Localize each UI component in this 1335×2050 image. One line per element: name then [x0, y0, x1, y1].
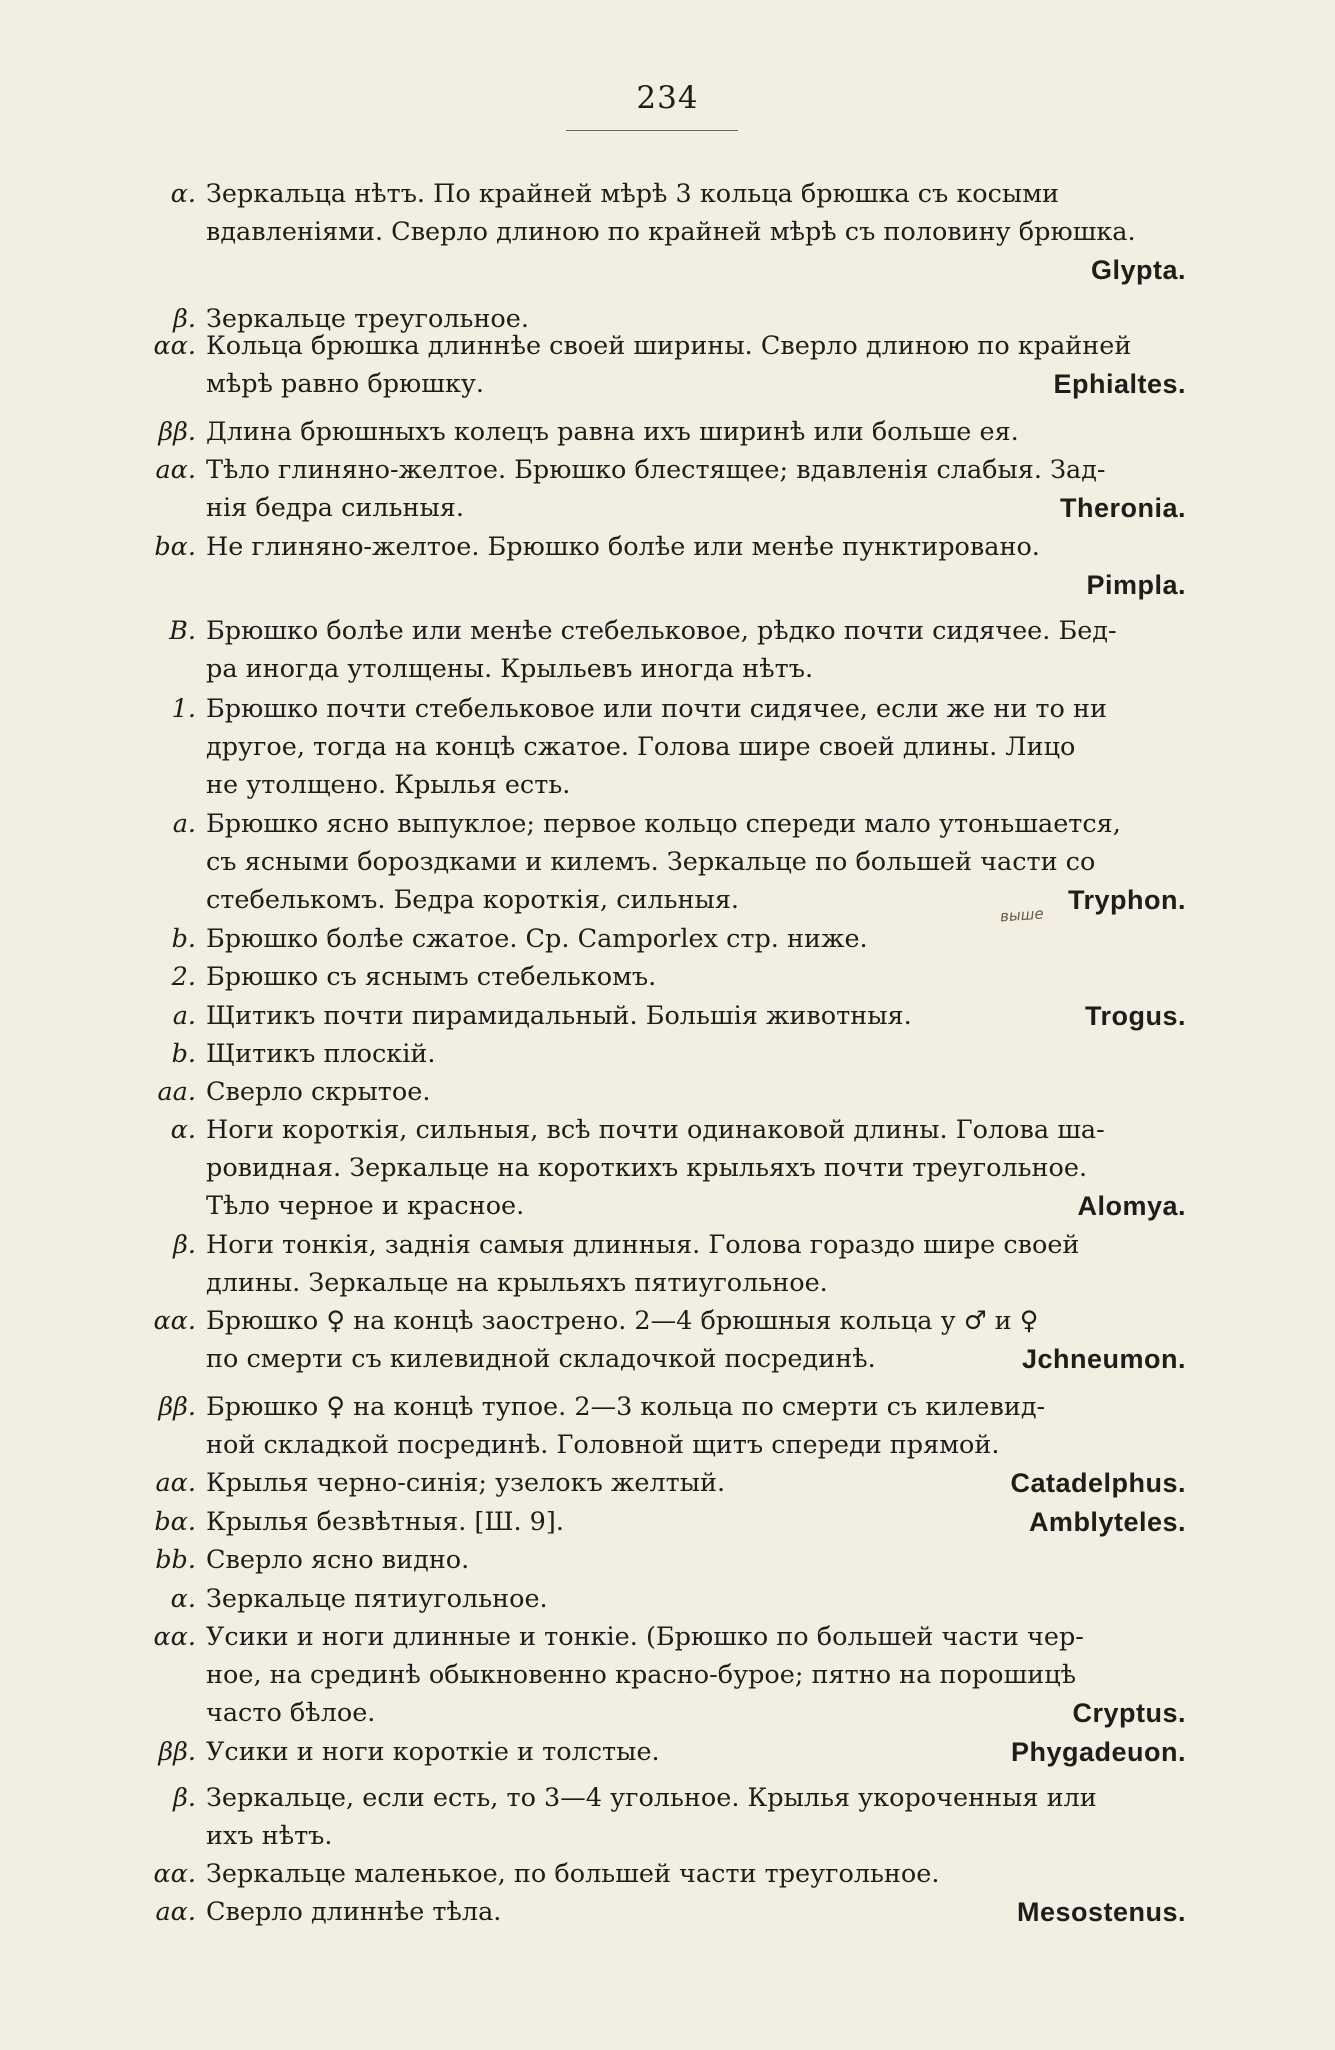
entry-marker: α.: [170, 1584, 196, 1614]
entry-line: Брюшко ♀ на концѣ тупое. 2—3 кольца по смерти съ килевид-: [206, 1392, 1046, 1422]
entry-line: ное, на срединѣ обыкновенно красно-бурое; пятно на порошицѣ: [206, 1660, 1076, 1690]
genus-name: Theronia.: [1059, 493, 1186, 523]
key-entry: [146, 1893, 1186, 1931]
entry-line: Зеркальце, если есть, то 3—4 угольное. Крылья укороченныя или: [206, 1783, 1097, 1813]
genus-name: Alomya.: [1077, 1191, 1186, 1221]
entry-line: Не глиняно-желтое. Брюшко болѣе или менѣе пунктировано.: [206, 532, 1040, 562]
genus-name: Ephialtes.: [1053, 369, 1186, 399]
entry-marker: ββ.: [158, 1392, 196, 1422]
entry-line: Сверло длиннѣе тѣла.: [206, 1897, 502, 1927]
genus-name: Glypta.: [1090, 255, 1186, 285]
genus-name: Phygadeuon.: [1010, 1737, 1186, 1767]
entry-marker: bb.: [155, 1545, 196, 1575]
entry-marker: αα.: [153, 1859, 196, 1889]
entry-line: Усики и ноги короткіе и толстые.: [206, 1737, 660, 1767]
key-entry: [146, 1302, 1186, 1378]
entry-line: Щитикъ плоскій.: [206, 1039, 436, 1069]
entry-line: Крылья безвѣтныя. [Ш. 9].: [206, 1507, 564, 1537]
genus-name: Jchneumon.: [1021, 1344, 1186, 1374]
entry-line: Зеркальце пятиугольное.: [206, 1584, 548, 1614]
entry-marker: ββ.: [158, 1737, 196, 1767]
entry-marker: aa.: [157, 1077, 196, 1107]
entry-line: ихъ нѣтъ.: [206, 1821, 333, 1851]
key-entry: [146, 920, 1186, 958]
entry-line: ровидная. Зеркальце на короткихъ крыльяхъ почти треугольное.: [206, 1153, 1088, 1183]
key-entry: [146, 451, 1186, 527]
entry-marker: b.: [171, 1039, 196, 1069]
key-entry: [146, 1580, 1186, 1618]
entry-marker: β.: [173, 304, 196, 334]
entry-marker: bα.: [154, 532, 196, 562]
entry-marker: a.: [172, 809, 196, 839]
entry-line: Кольца брюшка длиннѣе своей ширины. Сверло длиною по крайней: [206, 331, 1132, 361]
entry-line: Длина брюшныхъ колецъ равна ихъ ширинѣ или больше ея.: [206, 417, 1019, 447]
entry-marker: aα.: [155, 1468, 196, 1498]
entry-line: длины. Зеркальце на крыльяхъ пятиугольное.: [206, 1268, 828, 1298]
key-entry: [146, 1541, 1186, 1579]
key-entry: [146, 690, 1186, 804]
key-entry: [146, 1073, 1186, 1111]
entry-line: Щитикъ почти пирамидальный. Большія животныя.: [206, 1001, 912, 1031]
entry-line: Зеркальце треугольное.: [206, 304, 529, 334]
key-entry: [146, 997, 1186, 1035]
entry-line: Ноги тонкія, заднія самыя длинныя. Голова гораздо шире своей: [206, 1230, 1080, 1260]
handwritten-margin-note: выше: [999, 904, 1045, 926]
entry-marker: bα.: [154, 1507, 196, 1537]
entry-line: Брюшко съ яснымъ стебелькомъ.: [206, 962, 657, 992]
entry-line: ной складкой посрединѣ. Головной щитъ спереди прямой.: [206, 1430, 1000, 1460]
entry-line: мѣрѣ равно брюшку.: [206, 369, 484, 399]
entry-line: Сверло скрытое.: [206, 1077, 431, 1107]
entry-line: часто бѣлое.: [206, 1698, 376, 1728]
key-entry: [146, 1035, 1186, 1073]
entry-line: стебелькомъ. Бедра короткія, сильныя.: [206, 885, 740, 915]
entry-marker: b.: [171, 924, 196, 954]
key-entry: [146, 413, 1186, 451]
entry-line: Брюшко ясно выпуклое; первое кольцо спереди мало утоньшается,: [206, 809, 1121, 839]
entry-line: Крылья черно-синія; узелокъ желтый.: [206, 1468, 726, 1498]
entry-line: Тѣло глиняно-желтое. Брюшко блестящее; вдавленія слабыя. Зад-: [206, 455, 1106, 485]
entry-marker: 1.: [171, 694, 196, 724]
genus-name: Cryptus.: [1072, 1698, 1186, 1728]
key-entry: [146, 1855, 1186, 1893]
entry-line: ра иногда утолщены. Крыльевъ иногда нѣтъ.: [206, 654, 814, 684]
key-entry: [146, 1111, 1186, 1225]
entry-line: не утолщено. Крылья есть.: [206, 770, 571, 800]
genus-name: Amblyteles.: [1028, 1507, 1186, 1537]
key-entry: [146, 528, 1186, 604]
entry-line: Зеркальце маленькое, по большей части треугольное.: [206, 1859, 940, 1889]
entry-marker: aα.: [155, 1897, 196, 1927]
key-entry: [146, 612, 1186, 688]
entry-line: Брюшко болѣе сжатое. Ср. Camporlex стр. ниже.: [206, 924, 868, 954]
entry-line: по смерти съ килевидной складочкой посрединѣ.: [206, 1344, 876, 1374]
key-entry: [146, 1503, 1186, 1541]
key-entry: [146, 327, 1186, 403]
entry-marker: 2.: [171, 962, 196, 992]
page-number: 234: [636, 80, 699, 116]
entry-line: Усики и ноги длинные и тонкіе. (Брюшко по большей части чер-: [206, 1622, 1084, 1652]
key-entry: [146, 1733, 1186, 1771]
genus-name: Trogus.: [1084, 1001, 1186, 1031]
entry-marker: β.: [173, 1230, 196, 1260]
entry-line: другое, тогда на концѣ сжатое. Голова шире своей длины. Лицо: [206, 732, 1076, 762]
key-entry: [146, 1388, 1186, 1464]
entry-marker: α.: [170, 179, 196, 209]
entry-line: Зеркальца нѣтъ. По крайней мѣрѣ 3 кольца брюшка съ косыми: [206, 179, 1060, 209]
key-entry: [146, 958, 1186, 996]
entry-marker: αα.: [153, 1306, 196, 1336]
entry-line: Ноги короткія, сильныя, всѣ почти одинаковой длины. Голова ша-: [206, 1115, 1105, 1145]
key-entry: [146, 1779, 1186, 1855]
entry-marker: β.: [173, 1783, 196, 1813]
entry-line: Брюшко почти стебельковое или почти сидячее, если же ни то ни: [206, 694, 1107, 724]
key-entry: [146, 1618, 1186, 1732]
genus-name: Catadelphus.: [1010, 1468, 1186, 1498]
genus-name: Mesostenus.: [1016, 1897, 1186, 1927]
entry-marker: α.: [170, 1115, 196, 1145]
key-entry: [146, 1226, 1186, 1302]
entry-line: съ ясными бороздками и килемъ. Зеркальце по большей части со: [206, 847, 1096, 877]
entry-line: Сверло ясно видно.: [206, 1545, 470, 1575]
genus-name: Pimpla.: [1086, 570, 1186, 600]
genus-name: Tryphon.: [1068, 885, 1186, 915]
entry-line: Брюшко ♀ на концѣ заострено. 2—4 брюшныя кольца у ♂ и ♀: [206, 1306, 1039, 1336]
entry-marker: ββ.: [158, 417, 196, 447]
entry-marker: αα.: [153, 1622, 196, 1652]
key-entry: [146, 1464, 1186, 1502]
entry-line: нія бедра сильныя.: [206, 493, 464, 523]
entry-line: Тѣло черное и красное.: [206, 1191, 525, 1221]
key-entry: [146, 805, 1186, 919]
key-entry: [146, 175, 1186, 289]
entry-line: вдавленіями. Сверло длиною по крайней мѣрѣ съ половину брюшка.: [206, 217, 1136, 247]
entry-marker: B.: [169, 616, 196, 646]
entry-marker: a.: [172, 1001, 196, 1031]
entry-line: Брюшко болѣе или менѣе стебельковое, рѣдко почти сидячее. Бед-: [206, 616, 1117, 646]
entry-marker: αα.: [153, 331, 196, 361]
entry-marker: aα.: [155, 455, 196, 485]
